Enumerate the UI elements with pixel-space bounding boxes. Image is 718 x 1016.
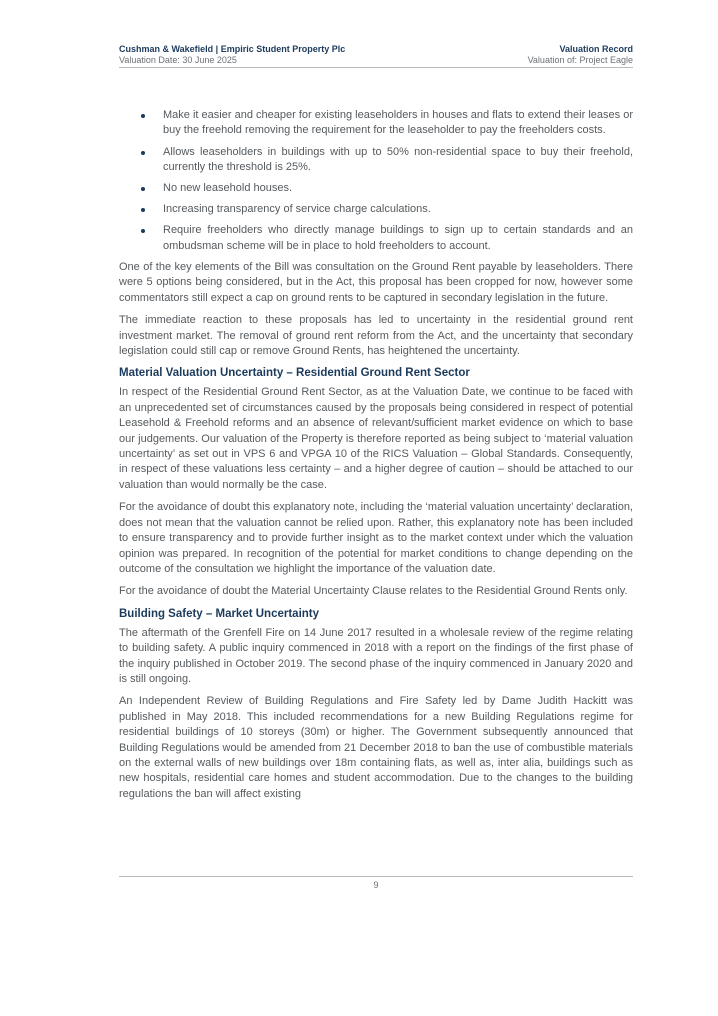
body-paragraph: The aftermath of the Grenfell Fire on 14 June 2017 resulted in a wholesale review of the regime relating to building safety. A public inquiry commenced in 2018 with a report on the findings of the first phase of the inquiry published in October 2019. The second phase of the inquiry commenced in January 2020 and is still ongoing.: [119, 626, 633, 685]
bullet-icon: [141, 229, 145, 233]
page-body: [119, 108, 633, 809]
list-item: Allows leaseholders in buildings with up to 50% non-residential space to buy their freehold, currently the threshold is 25%.: [119, 145, 633, 176]
list-item: Require freeholders who directly manage buildings to sign up to certain standards and an ombudsman scheme will be in place to hold freeholders to account.: [119, 223, 633, 254]
footer-divider: [119, 876, 633, 877]
section-heading-material-uncertainty: Material Valuation Uncertainty – Residential Ground Rent Sector: [119, 367, 470, 380]
list-item: No new leasehold houses.: [119, 181, 633, 196]
bullet-icon: [141, 208, 145, 212]
header-doc-type: Valuation Record: [559, 44, 633, 54]
page-header: [119, 44, 633, 66]
body-paragraph: The immediate reaction to these proposals has led to uncertainty in the residential ground rent investment market. The removal of ground rent reform from the Act, and the uncertainty that secondary legislation could still cap or remove Ground Rents, has heightened the uncertainty.: [119, 314, 633, 358]
bullet-icon: [141, 151, 145, 155]
page-number: 9: [373, 880, 379, 890]
list-item: Increasing transparency of service charge calculations.: [119, 202, 633, 217]
header-company: Cushman & Wakefield | Empiric Student Property Plc: [119, 44, 346, 54]
bullet-icon: [141, 114, 145, 118]
body-paragraph: For the avoidance of doubt the Material Uncertainty Clause relates to the Residential Ground Rents only.: [119, 585, 628, 598]
body-paragraph: One of the key elements of the Bill was consultation on the Ground Rent payable by leaseholders. There were 5 options being considered, but in the Act, this proposal has been cropped for now, however some commentators still expect a cap on ground rents to be captured in secondary legislation in the future.: [119, 261, 633, 304]
header-valuation-date: Valuation Date: 30 June 2025: [119, 55, 237, 65]
list-item: Make it easier and cheaper for existing leaseholders in houses and flats to extend their leases or buy the freehold removing the requirement for the leaseholder to pay the freeholders costs.: [119, 108, 633, 139]
body-paragraph: An Independent Review of Building Regulations and Fire Safety led by Dame Judith Hackitt was published in May 2018. This included recommendations for a new Building Regulations regime for residential buildings of 10 storeys (30m) or higher. The Government subsequently announced that Building Regulations would be amended from 21 December 2018 to ban the use of combustible materials on the external walls of new buildings over 18m containing flats, as well as, inter alia, buildings such as new hospitals, residential care homes and student accommodation. Due to the changes to the building regulations the ban will affect existing: [119, 695, 633, 800]
bullet-icon: [141, 187, 145, 191]
section-heading-building-safety: Building Safety – Market Uncertainty: [119, 607, 320, 620]
body-paragraph: For the avoidance of doubt this explanatory note, including the ‘material valuation uncertainty’ declaration, does not mean that the valuation cannot be relied upon. Rather, this explanatory note has been included to ensure transparency and to provide further insight as to the market context under which the valuation opinion was prepared. In recognition of the potential for market conditions to change depending on the outcome of the consultation we highlight the importance of the valuation date.: [119, 501, 633, 575]
header-divider: [119, 67, 633, 68]
reform-bullet-list: [119, 108, 633, 254]
header-valuation-of: Valuation of: Project Eagle: [527, 55, 633, 65]
body-paragraph: In respect of the Residential Ground Rent Sector, as at the Valuation Date, we continue to be faced with an unprecedented set of circumstances caused by the proposals being considered in respect of potential Leasehold & Freehold reforms and an absence of relevant/sufficient market evidence on which to base our judgements. Our valuation of the Property is therefore reported as being subject to ‘material valuation uncertainty’ as set out in VPS 6 and VPGA 10 of the RICS Valuation – Global Standards. Consequently, in respect of these valuations less certainty – and a higher degree of caution – should be attached to our valuation than would normally be the case.: [119, 386, 633, 491]
